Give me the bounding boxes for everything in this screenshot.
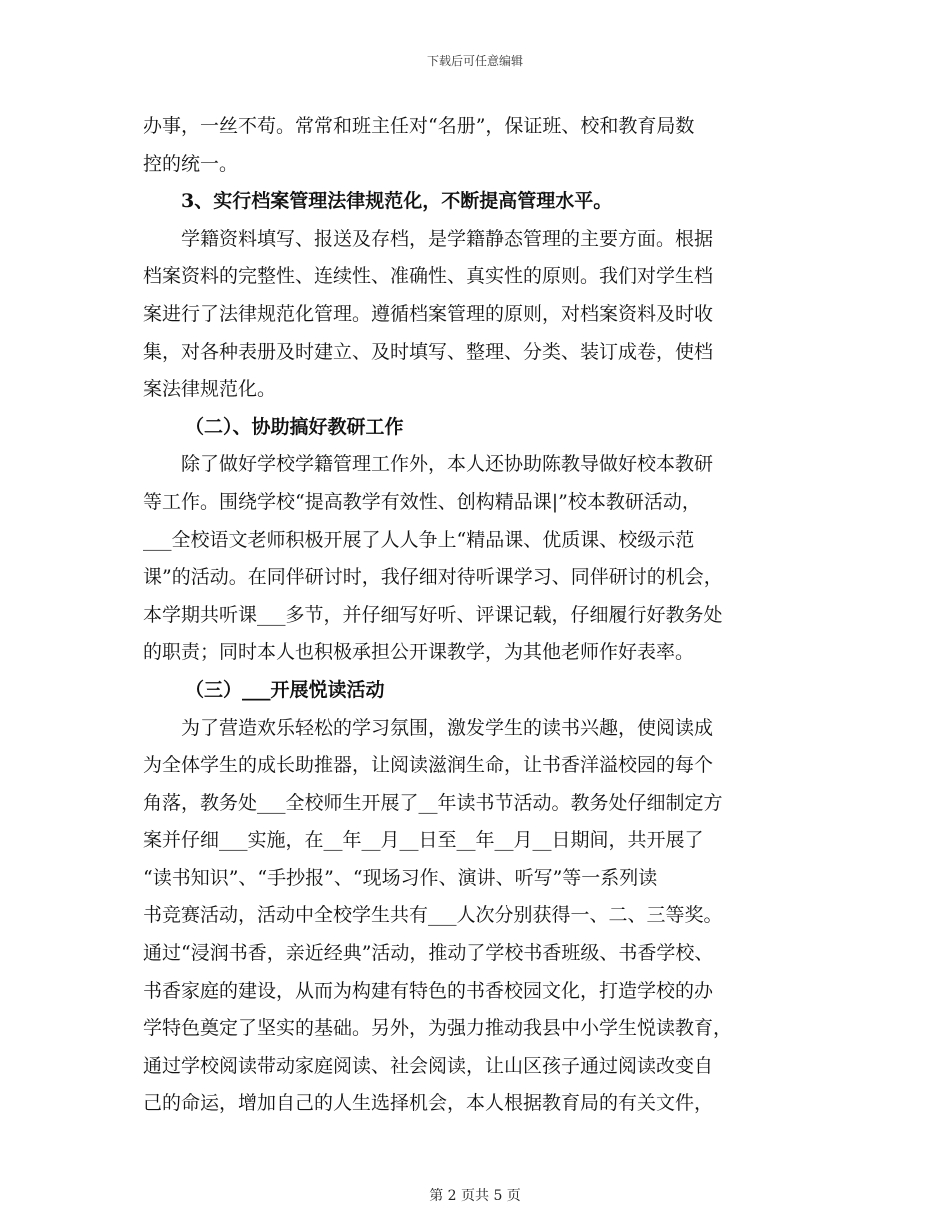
body-text-line: 集，对各种表册及时建立、及时填写、整理、分类、装订成卷，使档 [143,340,714,363]
page-number: 第 2 页共 5 页 [429,1188,521,1204]
body-text-line: 通过“浸润书香，亲近经典”活动，推动了学校书香班级、书香学校、 [143,942,714,965]
body-text-line: 案并仔细___实施，在__年__月__日至__年__月__日期间，共开展了 [143,829,704,852]
body-text-line: 本学期共听课___多节，并仔细写好听、评课记载，仔细履行好教务处 [143,603,723,626]
section-heading: 3、实行档案管理法律规范化，不断提高管理水平。 [181,190,613,213]
body-text-line: 己的命运，增加自己的人生选择机会，本人根据教育局的有关文件， [143,1092,714,1115]
page-header: 下载后可任意编辑 [426,54,523,68]
body-text-line: 档案资料的完整性、连续性、准确性、真实性的原则。我们对学生档 [143,265,714,288]
body-text-line: 为全体学生的成长助推器，让阅读滋润生命，让书香洋溢校园的每个 [143,754,714,777]
body-text-line: “读书知识”、“手抄报”、“现场习作、演讲、听写”等一系列读 [143,866,658,889]
section-heading: （三）___开展悦读活动 [185,678,385,701]
body-text-line: 角落，教务处___全校师生开展了__年读书节活动。教务处仔细制定方 [143,791,723,814]
section-heading: （二）、协助搞好教研工作 [185,415,404,438]
body-text-line: 课”的活动。在同伴研讨时，我仔细对待听课学习、同伴研讨的机会， [143,566,723,589]
body-text-line: ___全校语文老师积极开展了人人争上“精品课、优质课、校级示范 [143,528,695,551]
body-text-line: 书香家庭的建设，从而为构建有特色的书香校园文化，打造学校的办 [143,979,714,1002]
body-text-line: 办事，一丝不苟。常常和班主任对“名册”，保证班、校和教育局数 [143,115,695,137]
body-text-line: 学特色奠定了坚实的基础。另外，为强力推动我县中小学生悦读教育， [143,1017,733,1040]
body-text-line: 为了营造欢乐轻松的学习氛围，激发学生的读书兴趣，使阅读成 [181,716,714,739]
body-text-line: 通过学校阅读带动家庭阅读、社会阅读，让山区孩子通过阅读改变自 [143,1054,714,1077]
body-text-line: 控的统一。 [143,152,239,175]
body-text-line: 的职责；同时本人也积极承担公开课教学，为其他老师作好表率。 [143,641,695,664]
body-text-line: 除了做好学校学籍管理工作外，本人还协助陈教导做好校本教研 [181,453,714,476]
body-text-line: 等工作。围绕学校“提高教学有效性、创构精品课|”校本教研活动， [143,490,701,513]
body-text-line: 案进行了法律规范化管理。遵循档案管理的原则，对档案资料及时收 [143,302,714,325]
body-text-line: 学籍资料填写、报送及存档，是学籍静态管理的主要方面。根据 [181,227,714,250]
document-body [143,108,808,1123]
body-text-line: 案法律规范化。 [143,378,277,401]
body-text-line: 书竞赛活动，活动中全校学生共有___人次分别获得一、二、三等奖。 [143,904,723,927]
